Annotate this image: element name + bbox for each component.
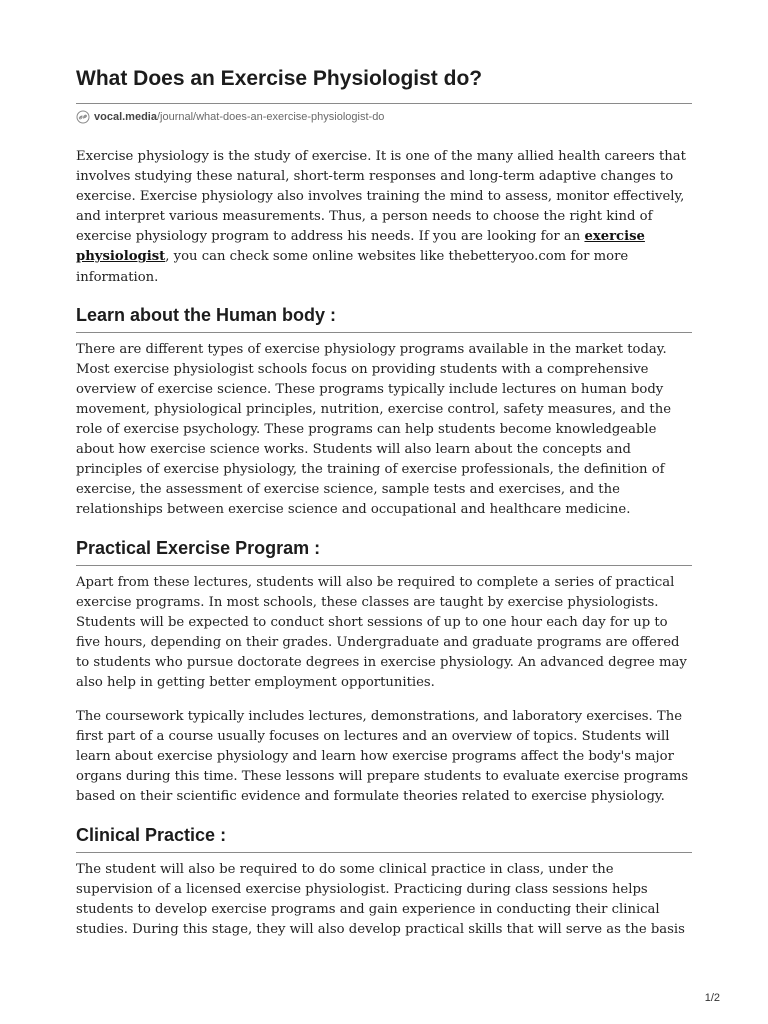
exercise-physiologist-link[interactable]: exercise physiologist xyxy=(76,229,645,265)
page-number: 1/2 xyxy=(704,992,720,1004)
document-page xyxy=(76,64,692,940)
link-icon xyxy=(76,110,90,124)
page-title: What Does an Exercise Physiologist do? xyxy=(76,64,692,104)
source-line[interactable] xyxy=(76,106,692,128)
clinical-paragraph: The student will also be required to do some clinical practice in class, under the supervision of a licensed exercise physiologist. Practicing during class sessions helps students to develop exercise programs and gain experience in conducting their clinical studies. During this stage, they will also develop practical skills that will serve as the basis xyxy=(76,861,685,937)
source-host[interactable]: vocal.media xyxy=(94,111,157,123)
intro-paragraph xyxy=(76,147,692,288)
intro-text-end: , you can check some online websites like thebetteryoo.com for more information. xyxy=(76,249,629,285)
practical-paragraph-1: Apart from these lectures, students will also be required to complete a series of practical exercise programs. In most schools, these classes are taught by exercise physiologists. Students will be expected to conduct short sessions of up to one hour each day for up to five hours, depending on their grades. Undergraduate and graduate programs are offered to students who pursue doctorate degrees in exercise physiology. An advanced degree may also help in getting better employment opportunities. xyxy=(76,574,687,690)
source-path[interactable]: /journal/what-does-an-exercise-physiologist-do xyxy=(156,111,385,123)
human-body-paragraph: There are different types of exercise physiology programs available in the market today. Most exercise physiologist schools focus on providing students with a comprehensive overview of exercise science. These programs typically include lectures on human body movement, physiological principles, nutrition, exercise control, safety measures, and the role of exercise psychology. These programs can help students become knowledgeable about how exercise science works. Students will also learn about the concepts and principles of exercise physiology, the training of exercise professionals, the definition of exercise, the assessment of exercise science, sample tests and exercises, and the relationships between exercise science and occupational and healthcare medicine. xyxy=(76,341,672,518)
practical-paragraph-2: The coursework typically includes lectures, demonstrations, and laboratory exercises. The first part of a course usually focuses on lectures and an overview of topics. Students will learn about exercise physiology and learn how exercise programs affect the body's major organs during this time. These lessons will prepare students to evaluate exercise programs based on their scientific evidence and formulate theories related to exercise physiology. xyxy=(76,709,689,805)
section-heading-human-body: Learn about the Human body : xyxy=(76,302,692,333)
section-heading-practical-program: Practical Exercise Program : xyxy=(76,535,692,566)
section-heading-clinical-practice: Clinical Practice : xyxy=(76,822,692,853)
intro-text-start: Exercise physiology is the study of exercise. It is one of the many allied health careers that involves studying these natural, short-term responses and long-term adaptive changes to exercise. Exercise physiology also involves training the mind to assess, monitor effectively, and interpret various measurements. Thus, a person needs to choose the right kind of exercise physiology program to address his needs. If you are looking for an xyxy=(76,149,686,245)
